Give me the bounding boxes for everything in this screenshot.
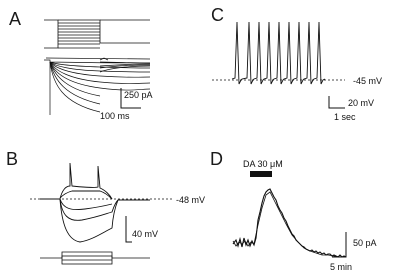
panel-c-time-scale-label: 1 sec [334, 112, 356, 122]
panel-d-time-scale-label: 5 min [330, 262, 353, 272]
panel-d-current-trace [233, 189, 346, 257]
panel-c-label: C [211, 5, 224, 25]
panel-b-label: B [6, 149, 19, 169]
panel-d-label: D [210, 149, 223, 169]
panel-b-holding-potential-label: -48 mV [176, 195, 206, 205]
panel-d-scale-bar [332, 232, 346, 257]
panel-d-drug-label: DA 30 μM [243, 159, 283, 169]
panel-d-drug-bar [250, 171, 272, 177]
panel-c-resting-potential-label: -45 mV [353, 76, 383, 86]
panel-d-current-scale-label: 50 pA [353, 238, 377, 248]
panel-a-time-scale-label: 100 ms [100, 111, 130, 121]
panel-c-voltage-scale-label: 20 mV [348, 98, 375, 108]
panel-a-protocol-steps [44, 20, 150, 48]
panel-a-label: A [9, 9, 22, 29]
panel-c-scale-bar [329, 96, 345, 108]
panel-b-current-protocol [40, 252, 150, 264]
panel-c-spike-train [232, 22, 325, 84]
panel-b-voltage-scale-label: 40 mV [132, 229, 159, 239]
panel-a-current-scale-label: 250 pA [124, 90, 153, 100]
panel-a-current-traces [44, 58, 150, 115]
